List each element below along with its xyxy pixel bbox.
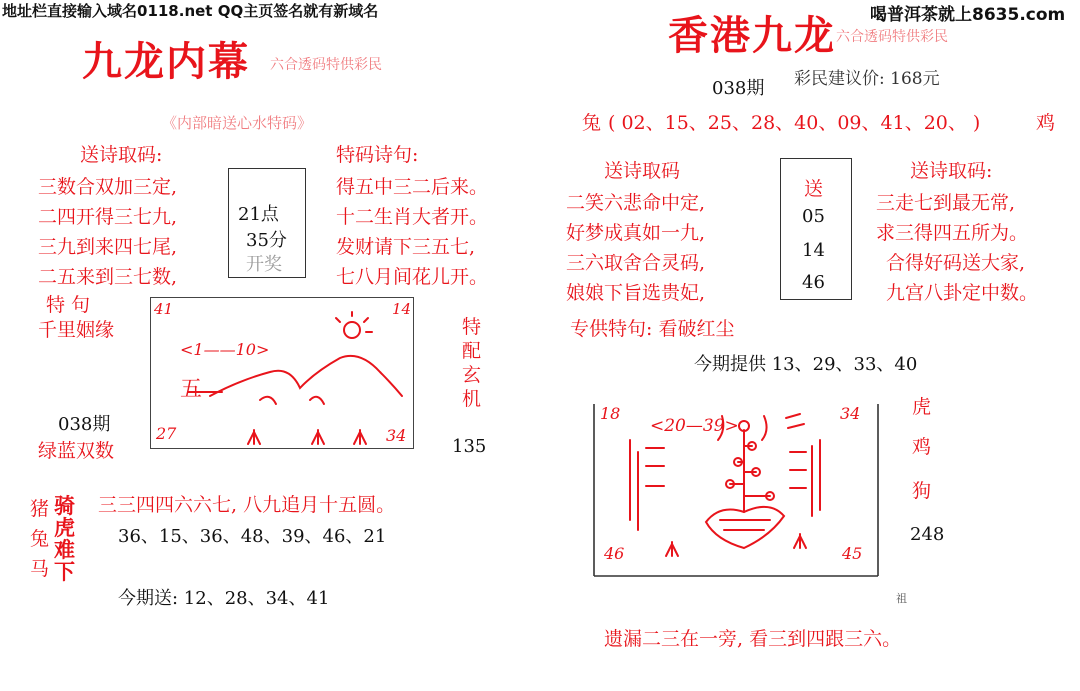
left-poem2-line: 十二生肖大者开。 [336, 206, 489, 228]
left-riddle: 三三四四六六七, 八九追月十五圆。 [98, 494, 396, 516]
right-zodiac-end: 鸡 [1036, 112, 1056, 134]
right-zodiac: 鸡 [912, 436, 932, 458]
left-side-char: 配 [462, 340, 482, 362]
left-poem2-heading: 特码诗句: [336, 144, 419, 166]
left-drawing-glyph: 五 [180, 377, 203, 402]
right-drawing-corner-tl: 18 [600, 404, 621, 423]
right-zodiac: 虎 [912, 396, 932, 418]
header-right-notice: 喝普洱茶就上8635.com [870, 5, 1066, 25]
left-zodiac: 兔 [30, 528, 50, 550]
right-poem2-line: 求三得四五所为。 [876, 222, 1029, 244]
left-idiom-char: 下 [54, 559, 75, 584]
right-poem2-line: 九宫八卦定中数。 [886, 282, 1039, 304]
left-drawing-range: <1——10> [180, 340, 270, 359]
left-idiom-char: 虎 [54, 515, 75, 540]
left-poem-heading: 送诗取码: [80, 144, 163, 166]
right-box-number: 14 [802, 240, 825, 261]
right-drawing-corner-tr: 34 [840, 404, 861, 423]
right-side-number: 248 [910, 524, 945, 545]
left-numbers: 36、15、36、48、39、46、21 [118, 526, 387, 547]
left-poem2-line: 发财请下三五七, [336, 236, 476, 258]
right-poem2-line: 三走七到最无常, [876, 192, 1016, 214]
right-drawing-corner-br: 45 [842, 544, 863, 563]
right-special-line: 专供特句: 看破红尘 [570, 318, 735, 340]
left-poem-line: 二四开得三七九, [38, 206, 178, 228]
right-poem-heading: 送诗取码 [604, 160, 681, 182]
left-drawing-corner-br: 34 [386, 426, 407, 445]
left-side-char: 特 [462, 316, 482, 338]
left-poem2-line: 得五中三二后来。 [336, 176, 489, 198]
left-special-label: 特 句 [46, 294, 91, 316]
right-zodiac: 狗 [912, 480, 932, 502]
right-footer: 遗漏二三在一旁, 看三到四跟三六。 [604, 628, 902, 650]
left-drawing-corner-tr: 14 [392, 300, 412, 318]
right-provide-line: 今期提供 13、29、33、40 [694, 354, 918, 375]
left-title: 九龙内幕 [82, 38, 250, 85]
right-period: 038期 [712, 78, 765, 99]
right-box-number: 05 [802, 206, 825, 227]
right-poem2-line: 合得好码送大家, [886, 252, 1026, 274]
right-small-mark: 祖 [896, 592, 907, 605]
right-poem2-heading: 送诗取码: [910, 160, 993, 182]
left-poem-line: 二五来到三七数, [38, 266, 178, 288]
right-poem-line: 娘娘下旨选贵妃, [566, 282, 706, 304]
draw-time: 21点 [238, 204, 279, 225]
left-drawing-corner-bl: 27 [156, 424, 177, 443]
right-drawing-corner-bl: 46 [604, 544, 625, 563]
left-special-text: 千里姻缘 [38, 319, 115, 341]
left-subtitle: 六合透码特供彩民 [270, 57, 382, 73]
left-period: 038期 [58, 414, 111, 435]
left-drawing-corner-tl: 41 [154, 300, 174, 318]
right-drawing-range: <20—39> [650, 416, 739, 436]
left-side-char: 机 [462, 388, 482, 410]
left-poem2-line: 七八月间花儿开。 [336, 266, 489, 288]
right-poem-line: 二笑六悲命中定, [566, 192, 706, 214]
right-box-number: 46 [802, 272, 825, 293]
right-subtitle: 六合透码特供彩民 [836, 29, 948, 45]
right-number-list: ( 02、15、25、28、40、09、41、20、 ) [608, 112, 981, 134]
draw-label: 开奖 [246, 254, 282, 275]
left-side-char: 玄 [462, 364, 482, 386]
right-title: 香港九龙 [668, 12, 836, 59]
left-zodiac: 马 [30, 558, 50, 580]
draw-minute: 35分 [246, 230, 287, 251]
left-side-number: 135 [452, 436, 487, 457]
left-idiom-char: 骑 [54, 493, 75, 518]
right-faded-line: 彩民建议价: 168元 [794, 69, 940, 89]
right-zodiac-start: 兔 [582, 112, 602, 134]
header-left-notice: 地址栏直接输入域名0118.net QQ主页签名就有新域名 [2, 2, 379, 20]
left-faded-line: 《内部暗送心水特码》 [162, 114, 313, 132]
left-poem-line: 三九到来四七尾, [38, 236, 178, 258]
right-poem-line: 三六取舍合灵码, [566, 252, 706, 274]
left-poem-line: 三数合双加三定, [38, 176, 178, 198]
right-poem-line: 好梦成真如一九, [566, 222, 706, 244]
left-idiom-char: 难 [54, 537, 75, 562]
right-box-label: 送 [804, 178, 824, 200]
left-color-hint: 绿蓝双数 [38, 440, 115, 462]
left-send-line: 今期送: 12、28、34、41 [118, 588, 330, 609]
left-zodiac: 猪 [30, 498, 50, 520]
